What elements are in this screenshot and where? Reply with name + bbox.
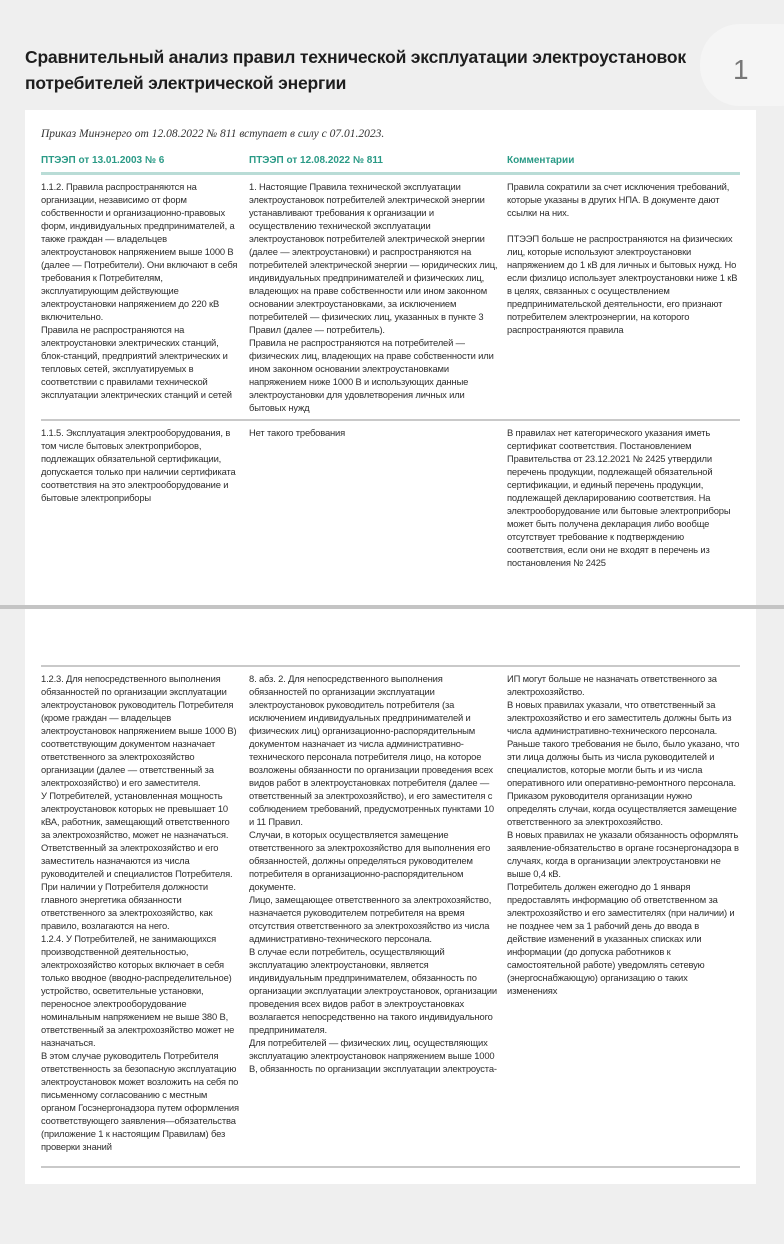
paragraph: 1.1.5. Эксплуатация электрооборудования, в том числе бытовых электроприборов, подлежащих обязательной сертификации, допускается только при наличии сертификата соответствия на это электрооборудование и бытовые электроприборы	[41, 427, 236, 503]
old-rule-cell	[41, 426, 241, 569]
paragraph: В новых правилах не указали обязанность оформлять заявление-обязательство в органе госэнергонадзора в случаях, когда в организации электроустановки не выше 0,4 кВ.	[507, 829, 739, 879]
paragraph: Ответственный за электрохозяйство и его заместитель назначаются из числа руководителей и специалистов Потребителя.	[41, 842, 233, 879]
column-header-new-rules: ПТЭЭП от 12.08.2022 № 811	[249, 155, 383, 166]
table-bottom-border	[41, 1166, 740, 1168]
new-rule-cell	[249, 672, 499, 1153]
table-header	[41, 154, 740, 175]
comparison-table-page-1	[25, 110, 756, 605]
paragraph: ИП могут больше не назначать ответственного за электрохозяйство.	[507, 673, 717, 697]
page-title-line: потребителей электрической энергии	[25, 73, 347, 93]
table-row	[41, 665, 740, 1158]
page-title-line: Сравнительный анализ правил технической эксплуатации электроустановок	[25, 47, 686, 67]
paragraph: Случаи, в которых осуществляется замещение ответственного за электрохозяйство для выполнения его обязанностей, должны определяться руководителем потребителя в организационно-распорядительном документе.	[249, 829, 491, 892]
paragraph: В случае если потребитель, осуществляющий эксплуатацию электроустановки, является индивидуальным предпринимателем, обязанность по организации эксплуатации электроустановок, организации проведения всех видов работ в электроустановках возлагается непосредственно на такого индивидуального предпринимателя.	[249, 946, 497, 1035]
new-rule-cell	[249, 426, 499, 569]
paragraph: Лицо, замещающее ответственного за электрохозяйство, назначается руководителем потребителя на время отсутствия ответственного за электрохозяйство из числа административно-технического персонала.	[249, 894, 492, 944]
paragraph: Правила сократили за счет исключения требований, которые указаны в других НПА. В документе дают ссылки на них.	[507, 181, 730, 218]
old-rule-cell	[41, 672, 241, 1153]
paragraph: Нет такого требования	[249, 427, 346, 438]
comment-cell	[507, 426, 740, 569]
paragraph: В новых правилах указали, что ответственный за электрохозяйство и его заместитель должны быть из числа административно-технического персонала. Раньше такого требования не было, было указано, что эти лица должны быть из числа руководителей и специалистов, которые могли быть и из числа оперативного или оперативно-ремонтного персонала.	[507, 699, 740, 788]
column-header-old-rules: ПТЭЭП от 13.01.2003 № 6	[41, 155, 165, 166]
table-row	[41, 175, 740, 419]
paragraph: У Потребителей, установленная мощность электроустановок которых не превышает 10 кВА, работник, замещающий ответственного за электрохозяйство, может не назначаться.	[41, 790, 230, 840]
comment-cell	[507, 180, 740, 414]
paragraph: В этом случае руководитель Потребителя ответственность за безопасную эксплуатацию электроустановок может возложить на себя по письменному согласованию с местным органом Госэнергонадзора путем оформления соответствующего заявления—обязательства (приложение 1 к настоящим Правилам) без проверки знаний	[41, 1050, 239, 1152]
paragraph: ПТЭЭП больше не распространяются на физических лиц, которые используют электроустановки напряжением до 1 кВ для личных и бытовых нужд. Но если физлицо использует электроустановки ниже 1 кВ в целях, связанных с осуществлением предпринимательской деятельности, его признают потребителем электроэнергии, на которого распространяются правила	[507, 233, 738, 335]
comparison-table-page-2	[25, 609, 756, 1184]
paragraph: Приказом руководителя организации нужно определять случаи, когда осуществляется замещение ответственного за электрохозяйство.	[507, 790, 737, 827]
paragraph: 1.2.4. У Потребителей, не занимающихся производственной деятельностью, электрохозяйство которых включает в себя только вводное (вводно-распределительное) устройство, осветительные установки, переносное электрооборудование номинальным напряжением не выше 380 В, ответственный за электрохозяйство может не назначаться.	[41, 933, 235, 1048]
page-number: 1	[733, 54, 749, 85]
paragraph: При наличии у Потребителя должности главного энергетика обязанности ответственного за электрохозяйство, как правило, возлагаются на него.	[41, 881, 213, 931]
paragraph: Потребитель должен ежегодно до 1 января предоставлять информацию об ответственном за электрохозяйство и его заместителях (при наличии) и не позднее чем за 1 рабочий день до ввода в действие изменений в указанных списках или информации (до допуска работников к самостоятельной работе) уведомлять сетевую (энергоснабжающую) организацию о таких изменениях	[507, 881, 735, 996]
order-note: Приказ Минэнерго от 12.08.2022 № 811 вступает в силу с 07.01.2023.	[41, 128, 385, 140]
new-rule-cell	[249, 180, 499, 414]
comment-cell	[507, 672, 740, 1153]
paragraph: 8. абз. 2. Для непосредственного выполнения обязанностей по организации эксплуатации электроустановок руководитель потребителя (за исключением индивидуальных предпринимателей и физических лиц) организационно-распорядительным документом назначает из числа административно-технического персонала потребителя лицо, на которое возложены обязанности по организации проведения всех видов работ в электроустановках потребителя (далее — ответственный за электрохозяйство), и его заместителя с соблюдением требований, предусмотренных пунктами 10 и 11 Правил.	[249, 673, 494, 827]
page-title	[25, 44, 725, 96]
paragraph: 1.2.3. Для непосредственного выполнения обязанностей по организации эксплуатации электроустановок руководитель Потребителя (кроме граждан — владельцев электроустановок напряжением выше 1000 В) соответствующим документом назначает ответственного за электрохозяйство организации (далее — ответственный за электрохозяйство) и его заместителя.	[41, 673, 237, 788]
paragraph: Правила не распространяются на электроустановки электрических станций, блок-станций, предприятий электрических и тепловых сетей, эксплуатируемых в соответствии с правилами технической эксплуатации электрических станций и сетей	[41, 324, 232, 400]
paragraph: Для потребителей — физических лиц, осуществляющих эксплуатацию электроустановок напряжением выше 1000 В, обязанность по организации эксплуатации электроуста-	[249, 1037, 497, 1074]
paragraph: 1. Настоящие Правила технической эксплуатации электроустановок потребителей электрической энергии устанавливают требования к организации и осуществлению технической эксплуатации электроустановок потребителей электрической энергии (далее — электроустановки) и распространяются на потребителей электрической энергии — юридических лиц, индивидуальных предпринимателей и физических лиц, владеющих на праве собственности или ином законном основании электроустановками, за исключением потребителей — физических лиц, указанных в пункте 3 Правил (далее — потребитель).	[249, 181, 498, 335]
paragraph: 1.1.2. Правила распространяются на организации, независимо от форм собственности и организационно-правовых форм, индивидуальных предпринимателей, а также граждан — владельцев электроустановок напряжением выше 1000 В (далее — Потребители). Они включают в себя требования к Потребителям, эксплуатирующим действующие электроустановки напряжением до 220 кВ включительно.	[41, 181, 238, 322]
paragraph: Правила не распространяются на потребителей — физических лиц, владеющих на праве собственности или ином законном основании электроустановками напряжением ниже 1000 В и использующих данные электроустановки для удовлетворения личных или бытовых нужд	[249, 337, 494, 413]
old-rule-cell	[41, 180, 241, 414]
column-header-comments: Комментарии	[507, 155, 575, 166]
table-row	[41, 419, 740, 574]
paragraph: В правилах нет категорического указания иметь сертификат соответствия. Постановлением Правительства от 23.12.2021 № 2425 утвердили перечень продукции, подлежащей обязательной сертификации, и единый перечень продукции, подлежащей декларированию соответствия. На электрооборудование или бытовые электроприборы может быть получена декларация либо вообще отсутствует требование к подтверждению соответствия, если они не входят в перечень из постановления № 2425	[507, 427, 731, 568]
